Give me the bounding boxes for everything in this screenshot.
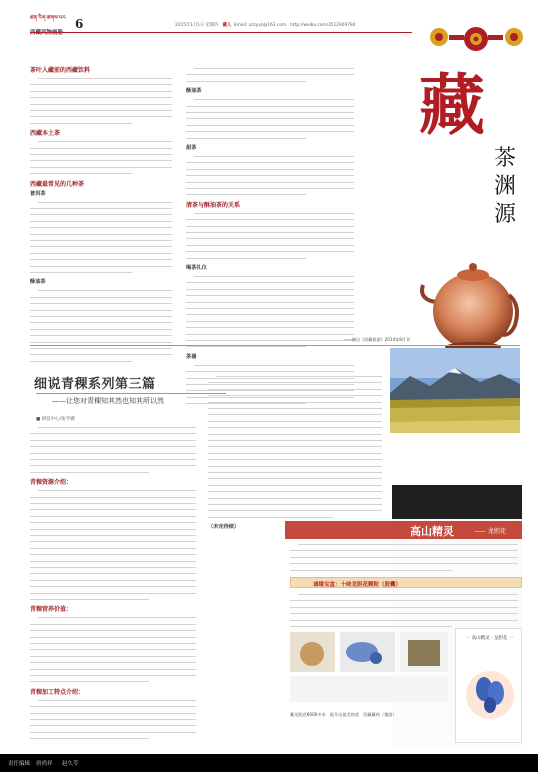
text-line bbox=[194, 156, 354, 157]
text-line bbox=[186, 238, 354, 239]
text-line bbox=[186, 295, 354, 296]
footer-editor-name-2: 赵久苓 bbox=[62, 761, 79, 767]
text-line bbox=[30, 509, 196, 510]
masthead-title: ཚན་རིག་ཚགས་པར bbox=[30, 15, 66, 21]
highland-barley-photo bbox=[390, 348, 520, 433]
text-line bbox=[30, 221, 172, 222]
text-line bbox=[186, 302, 354, 303]
text-line bbox=[30, 593, 196, 594]
text-line bbox=[30, 160, 172, 161]
subheading: 酥油茶 bbox=[186, 88, 202, 95]
text-line bbox=[186, 346, 306, 347]
text-line bbox=[186, 74, 354, 75]
subheading: 甜茶 bbox=[186, 145, 197, 151]
text-line bbox=[30, 173, 132, 174]
text-line bbox=[30, 732, 196, 733]
text-line bbox=[208, 485, 382, 486]
feature-title-char-1: 茶 bbox=[493, 146, 516, 171]
text-line bbox=[186, 384, 354, 385]
text-line bbox=[216, 376, 382, 377]
text-line bbox=[186, 188, 354, 189]
text-line bbox=[194, 276, 354, 277]
text-line bbox=[186, 245, 354, 246]
footer-bar bbox=[0, 754, 538, 772]
text-line bbox=[30, 208, 172, 209]
text-line bbox=[186, 125, 354, 126]
brand-label: 藏人 bbox=[222, 23, 232, 28]
subheading: （未完待续） bbox=[208, 524, 240, 531]
text-line bbox=[30, 719, 196, 720]
text-line bbox=[208, 440, 382, 441]
text-line bbox=[30, 643, 196, 644]
subheading: 酥油茶 bbox=[30, 279, 46, 286]
subheading: 清茶与酥油茶的关系 bbox=[186, 201, 241, 209]
text-line bbox=[30, 322, 172, 323]
text-line bbox=[290, 550, 518, 551]
text-line bbox=[208, 453, 382, 454]
text-line bbox=[30, 599, 149, 600]
text-line bbox=[30, 446, 196, 447]
text-line bbox=[30, 738, 149, 739]
text-line bbox=[186, 314, 354, 315]
text-line bbox=[30, 706, 196, 707]
text-line bbox=[186, 251, 354, 252]
subheading: 青稞资源介绍： bbox=[30, 479, 73, 487]
text-line bbox=[186, 106, 354, 107]
text-line bbox=[290, 557, 518, 558]
text-line bbox=[30, 84, 172, 85]
text-line bbox=[30, 259, 172, 260]
text-line bbox=[30, 567, 196, 568]
text-line bbox=[30, 234, 172, 235]
text-line bbox=[38, 700, 196, 701]
text-line bbox=[290, 570, 452, 571]
section-divider bbox=[30, 345, 520, 346]
text-line bbox=[30, 649, 196, 650]
text-line bbox=[208, 402, 382, 403]
text-line bbox=[30, 630, 196, 631]
text-line bbox=[194, 99, 354, 100]
text-line bbox=[208, 427, 382, 428]
ad-poster-title: 一 高山精灵 · 龙胆花 一 bbox=[465, 636, 514, 641]
text-line bbox=[38, 490, 196, 491]
text-line bbox=[30, 154, 172, 155]
text-line bbox=[208, 491, 382, 492]
text-line bbox=[38, 78, 172, 79]
ad-poster bbox=[455, 628, 522, 743]
text-line bbox=[186, 327, 354, 328]
text-line bbox=[290, 626, 452, 627]
text-line bbox=[30, 580, 196, 581]
text-line bbox=[30, 266, 172, 267]
text-line bbox=[30, 516, 196, 517]
feature-title-big: 藏 bbox=[419, 66, 485, 144]
text-line bbox=[208, 498, 382, 499]
text-line bbox=[194, 68, 354, 69]
text-line bbox=[30, 453, 196, 454]
text-line bbox=[30, 303, 172, 304]
subheading: 西藏本土茶 bbox=[30, 130, 61, 138]
text-line bbox=[30, 329, 172, 330]
text-line bbox=[30, 240, 172, 241]
text-line bbox=[186, 118, 354, 119]
text-line bbox=[30, 316, 172, 317]
text-line bbox=[208, 517, 333, 518]
text-line bbox=[186, 334, 354, 335]
ad-banner-left bbox=[285, 521, 392, 539]
text-line bbox=[186, 378, 354, 379]
text-line bbox=[30, 246, 172, 247]
text-line bbox=[208, 389, 382, 390]
article-title: 细说青稞系列第三篇 bbox=[34, 377, 156, 392]
text-line bbox=[186, 194, 306, 195]
subheading: 茶器 bbox=[186, 353, 197, 360]
text-line bbox=[30, 272, 132, 273]
text-line bbox=[30, 529, 196, 530]
text-line bbox=[30, 433, 196, 434]
text-line bbox=[208, 434, 382, 435]
text-line bbox=[30, 440, 196, 441]
text-line bbox=[30, 104, 172, 105]
text-line bbox=[30, 637, 196, 638]
text-line bbox=[30, 669, 196, 670]
text-line bbox=[30, 361, 132, 362]
text-line bbox=[208, 459, 382, 460]
text-line bbox=[30, 541, 196, 542]
text-line bbox=[186, 81, 306, 82]
text-line bbox=[208, 395, 382, 396]
ad-stripe-text: 诚缘宝盒：十味龙胆花颗粒（胶囊） bbox=[313, 582, 402, 588]
text-line bbox=[186, 226, 354, 227]
header-info bbox=[175, 22, 355, 28]
text-line bbox=[30, 522, 196, 523]
ad-captions bbox=[290, 712, 450, 718]
text-line bbox=[290, 607, 518, 608]
text-line bbox=[30, 148, 172, 149]
text-line bbox=[186, 162, 354, 163]
text-line bbox=[208, 421, 382, 422]
text-line bbox=[30, 354, 172, 355]
text-line bbox=[30, 548, 196, 549]
text-line bbox=[30, 123, 132, 124]
text-line bbox=[30, 297, 172, 298]
text-line bbox=[30, 465, 196, 466]
text-line bbox=[186, 289, 354, 290]
subheading: 喝茶礼仪 bbox=[186, 265, 207, 271]
text-line bbox=[30, 253, 172, 254]
text-line bbox=[38, 427, 196, 428]
text-line bbox=[290, 620, 518, 621]
text-line bbox=[30, 681, 149, 682]
text-line bbox=[208, 446, 382, 447]
web-line: http://weibo.com/3512909784 bbox=[290, 23, 356, 28]
ad-caption-1: 藏龙胆花6000多米 bbox=[290, 712, 326, 717]
text-line bbox=[186, 175, 354, 176]
text-line bbox=[186, 371, 354, 372]
text-line bbox=[30, 573, 196, 574]
text-line bbox=[194, 213, 354, 214]
text-line bbox=[30, 675, 196, 676]
text-line bbox=[30, 503, 196, 504]
text-line bbox=[208, 408, 382, 409]
date-line: 2015年1月1日 星期四 bbox=[175, 23, 219, 28]
page-number: 6 bbox=[75, 17, 84, 31]
text-line bbox=[186, 397, 354, 398]
text-line bbox=[30, 91, 172, 92]
feature-title-char-3: 源 bbox=[493, 202, 516, 227]
text-line bbox=[30, 624, 196, 625]
footer-editor-name: 唐尚祥 bbox=[36, 761, 53, 767]
text-line bbox=[186, 258, 306, 259]
text-line bbox=[298, 594, 518, 595]
ad-caption-3: 西藏藏药（集团） bbox=[363, 712, 397, 717]
subheading: 青稞加工特点介绍： bbox=[30, 688, 85, 696]
text-line bbox=[186, 112, 354, 113]
text-line bbox=[208, 510, 382, 511]
ad-product-photos bbox=[290, 632, 450, 707]
subheading: 西藏最常见的几种茶 bbox=[30, 180, 85, 188]
text-line bbox=[298, 544, 518, 545]
subheading: 茶叶入藏前的西藏饮料 bbox=[30, 67, 91, 74]
ad-banner-sub: —— 龙胆花 bbox=[474, 528, 506, 535]
text-line bbox=[38, 202, 172, 203]
gentian-flower-icon bbox=[464, 665, 516, 725]
text-line bbox=[186, 403, 306, 404]
text-line bbox=[30, 561, 196, 562]
feature-visual bbox=[417, 30, 521, 370]
text-line bbox=[290, 563, 518, 564]
text-line bbox=[208, 382, 382, 383]
text-line bbox=[290, 613, 518, 614]
footer-editor-label: 责任编辑 bbox=[8, 761, 31, 767]
subheading: 普洱茶 bbox=[30, 190, 46, 197]
text-line bbox=[30, 586, 196, 587]
feature-title-vertical bbox=[491, 145, 519, 229]
ad-banner bbox=[392, 521, 522, 539]
article-subtitle: ——让您对青稞知其然也知其所以然 bbox=[52, 397, 164, 405]
text-line bbox=[30, 227, 172, 228]
text-line bbox=[38, 141, 172, 142]
text-line bbox=[30, 310, 172, 311]
text-line bbox=[186, 169, 354, 170]
text-line bbox=[290, 600, 518, 601]
text-line bbox=[30, 472, 149, 473]
text-line bbox=[208, 478, 382, 479]
text-line bbox=[208, 504, 382, 505]
text-line bbox=[186, 232, 354, 233]
text-line bbox=[38, 617, 196, 618]
text-line bbox=[30, 97, 172, 98]
text-line bbox=[30, 335, 172, 336]
text-line bbox=[186, 182, 354, 183]
text-line bbox=[30, 214, 172, 215]
feature-title-char-2: 渊 bbox=[493, 174, 516, 199]
ad-product-stripe bbox=[290, 577, 522, 588]
ad-caption-2: 能开出最美的花 bbox=[329, 712, 360, 717]
header-rule bbox=[30, 32, 412, 33]
text-line bbox=[208, 466, 382, 467]
text-line bbox=[30, 656, 196, 657]
feature-source: ——摘自《西藏旅游》2014年8月刊 bbox=[343, 337, 410, 342]
ad-banner-title: 高山精灵 bbox=[410, 525, 454, 538]
subheading: 青稞营养价值： bbox=[30, 606, 73, 614]
text-line bbox=[30, 342, 172, 343]
text-line bbox=[30, 713, 196, 714]
text-line bbox=[30, 116, 172, 117]
text-line bbox=[30, 459, 196, 460]
ad-header-strip bbox=[392, 485, 522, 519]
text-line bbox=[208, 472, 382, 473]
text-line bbox=[30, 662, 196, 663]
title-rule bbox=[36, 393, 226, 394]
text-line bbox=[38, 290, 172, 291]
article-byline: ■ 研技中心/张学骥 bbox=[36, 417, 75, 422]
text-line bbox=[186, 282, 354, 283]
text-line bbox=[30, 167, 172, 168]
text-line bbox=[194, 365, 354, 366]
text-line bbox=[30, 497, 196, 498]
text-line bbox=[30, 348, 172, 349]
text-line bbox=[30, 535, 196, 536]
text-line bbox=[186, 219, 354, 220]
text-line bbox=[186, 390, 354, 391]
text-line bbox=[30, 725, 196, 726]
text-line bbox=[186, 131, 354, 132]
text-line bbox=[186, 138, 306, 139]
text-line bbox=[30, 554, 196, 555]
text-line bbox=[186, 308, 354, 309]
text-line bbox=[208, 414, 382, 415]
text-line bbox=[30, 110, 172, 111]
email-line: Email: xzzyyz@163.com bbox=[234, 23, 287, 28]
text-line bbox=[186, 321, 354, 322]
